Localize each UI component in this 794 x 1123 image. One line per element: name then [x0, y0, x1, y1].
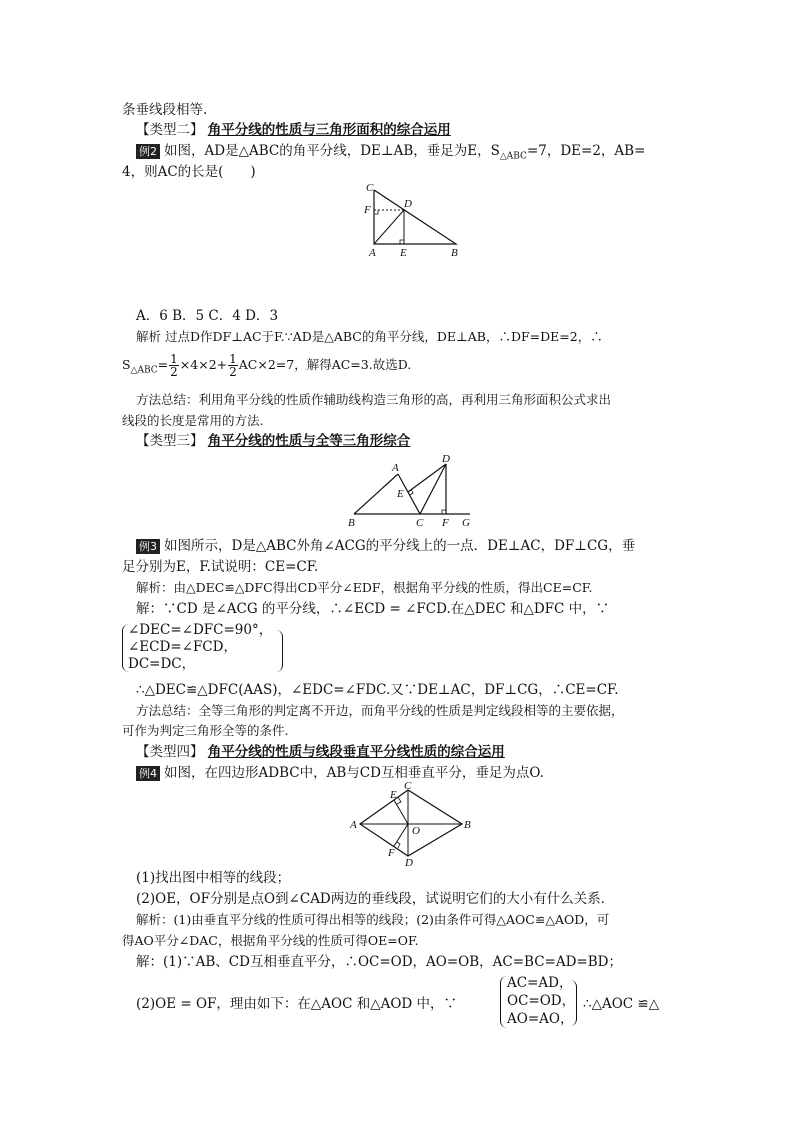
text-span: AC×2=7，解得AC=3.故选D.: [238, 357, 412, 372]
summary-3-line-2: 可作为判定三角形全等的条件.: [122, 723, 289, 738]
label-c: C: [366, 182, 374, 194]
right-angle-mark: [400, 240, 404, 244]
right-bracket: [570, 980, 577, 1026]
label-d: D: [405, 857, 413, 866]
right-bracket: [276, 630, 283, 672]
example-3-line-2: 足分别为E，F.试说明：CE=CF.: [122, 559, 319, 575]
example-3-line-1: [136, 536, 696, 556]
label-a: A: [369, 247, 376, 259]
label-g: G: [462, 517, 470, 529]
summary-2-line-1: 方法总结：利用角平分线的性质作辅助线构造三角形的高，再利用三角形面积公式求出: [136, 392, 612, 407]
segment-ba: [354, 474, 398, 514]
label-b: B: [451, 247, 458, 259]
section-heading-type2: [136, 120, 696, 140]
segment-oe: [394, 800, 408, 824]
solution-4-line-2: 得AO平分∠DAC，根据角平分线的性质可得OE=OF.: [122, 933, 419, 948]
triangle-abc: [374, 190, 456, 244]
numerator: 1: [229, 352, 237, 366]
example-badge: 例2: [136, 144, 160, 159]
label-c: C: [416, 517, 424, 529]
question-1: (1)找出图中相等的线段；: [136, 870, 291, 886]
section-tag: 【类型三】: [136, 433, 204, 449]
label-d: D: [442, 453, 450, 465]
solution-4-line-3: 解：(1)∵AB、CD互相垂直平分，∴OC=OD，AO=OB，AC=BC=AD=BD；: [136, 954, 622, 970]
solution-3-line-2: 解：∵CD 是∠ACG 的平分线，∴∠ECD = ∠FCD.在△DEC 和△DFC 中，∵: [136, 601, 610, 617]
condition-2: ∠ECD=∠FCD，: [128, 639, 237, 655]
right-angle-mark: [374, 210, 378, 214]
text-line: 条垂线段相等.: [122, 102, 208, 118]
example-2-options: A．6 B．5 C．4 D．3: [136, 308, 279, 324]
section-title: 角平分线的性质与三角形面积的综合运用: [207, 122, 451, 138]
numerator: 1: [170, 352, 178, 366]
label-c: C: [404, 780, 412, 792]
text-span: =: [157, 357, 169, 372]
label-f: F: [388, 847, 395, 859]
section-heading-type3: [136, 431, 696, 451]
summary-3-line-1: 方法总结：全等三角形的判定离不开边，而角平分线的性质是判定线段相等的主要依据，: [136, 703, 624, 718]
fraction: [169, 353, 179, 378]
section-tag: 【类型四】: [136, 744, 204, 760]
solution-2-line-2: [122, 352, 682, 384]
label-f: F: [364, 204, 371, 216]
text-span: 如图，在四边形ADBC中，AB与CD互相垂直平分，垂足为点O.: [164, 765, 544, 781]
section-title: 角平分线的性质与全等三角形综合: [207, 433, 411, 449]
condition-3: DC=DC，: [128, 656, 196, 672]
solution-4-line-4-end: ∴△AOC ≌△: [583, 996, 660, 1012]
quadrilateral-adbc: [360, 790, 462, 856]
figure-rhombus: [346, 780, 478, 866]
left-brace: [500, 976, 507, 1028]
condition-3: AO=AO，: [507, 1011, 574, 1027]
solution-4-line-1: 解析：(1)由垂直平分线的性质可得出相等的线段；(2)由条件可得△AOC≌△AOD，可: [136, 912, 610, 927]
text-span: 如图，AD是△ABC的角平分线，DE⊥AB，垂足为E，S: [164, 143, 500, 159]
denominator: 2: [229, 365, 237, 379]
example-badge: 例4: [136, 766, 160, 781]
segment-cd: [420, 464, 446, 514]
solution-3-line-1: 解析：由△DEC≌△DFC得出CD平分∠EDF，根据角平分线的性质，得出CE=CF.: [136, 580, 593, 595]
label-b: B: [348, 517, 355, 529]
condition-1: ∠DEC=∠DFC=90°，: [128, 622, 273, 638]
subscript: △ABC: [130, 365, 158, 376]
fraction: [228, 353, 238, 378]
solution-3-line-3: ∴△DEC≌△DFC(AAS)，∠EDC=∠FDC.又∵DE⊥AC，DF⊥CG，∴CE=CF.: [136, 682, 619, 698]
section-tag: 【类型二】: [136, 122, 204, 138]
denominator: 2: [170, 365, 178, 379]
label-e: E: [390, 789, 397, 801]
condition-1: AC=AD，: [507, 975, 573, 991]
subscript: △ABC: [499, 151, 527, 162]
segment-de: [408, 464, 446, 492]
condition-2: OC=OD，: [507, 993, 576, 1009]
label-d: D: [404, 198, 412, 210]
summary-2-line-2: 线段的长度是常用的方法.: [122, 413, 264, 428]
label-e: E: [400, 247, 407, 259]
label-f: F: [442, 517, 449, 529]
solution-2-line-1: 解析 过点D作DF⊥AC于F.∵AD是△ABC的角平分线，DE⊥AB，∴DF=DE=2，∴: [136, 329, 603, 344]
figure-triangle-abc: [360, 182, 470, 262]
label-e: E: [397, 488, 404, 500]
question-2: (2)OE，OF分别是点O到∠CAD两边的垂线段，试说明它们的大小有什么关系．: [136, 891, 615, 907]
label-o: O: [412, 825, 420, 837]
solution-4-line-4: (2)OE = OF，理由如下：在△AOC 和△AOD 中，∵: [136, 996, 458, 1012]
segment-ad: [374, 210, 404, 244]
section-heading-type4: [136, 742, 696, 762]
right-angle-mark: [397, 842, 400, 848]
section-title: 角平分线的性质与线段垂直平分线性质的综合运用: [207, 744, 505, 760]
segment-of: [394, 824, 408, 846]
text-span: 如图所示，D是△ABC外角∠ACG的平分线上的一点．DE⊥AC，DF⊥CG，垂: [164, 538, 636, 554]
text-span: =7，DE=2，AB=: [526, 143, 646, 159]
label-b: B: [464, 819, 471, 831]
label-a: A: [350, 819, 357, 831]
label-a: A: [392, 462, 399, 474]
text-span: S: [122, 357, 131, 372]
text-span: ×4×2+: [179, 357, 228, 372]
figure-exterior-angle: [342, 452, 477, 530]
example-2-line-2: 4，则AC的长是( ): [122, 164, 256, 180]
example-badge: 例3: [136, 539, 160, 554]
